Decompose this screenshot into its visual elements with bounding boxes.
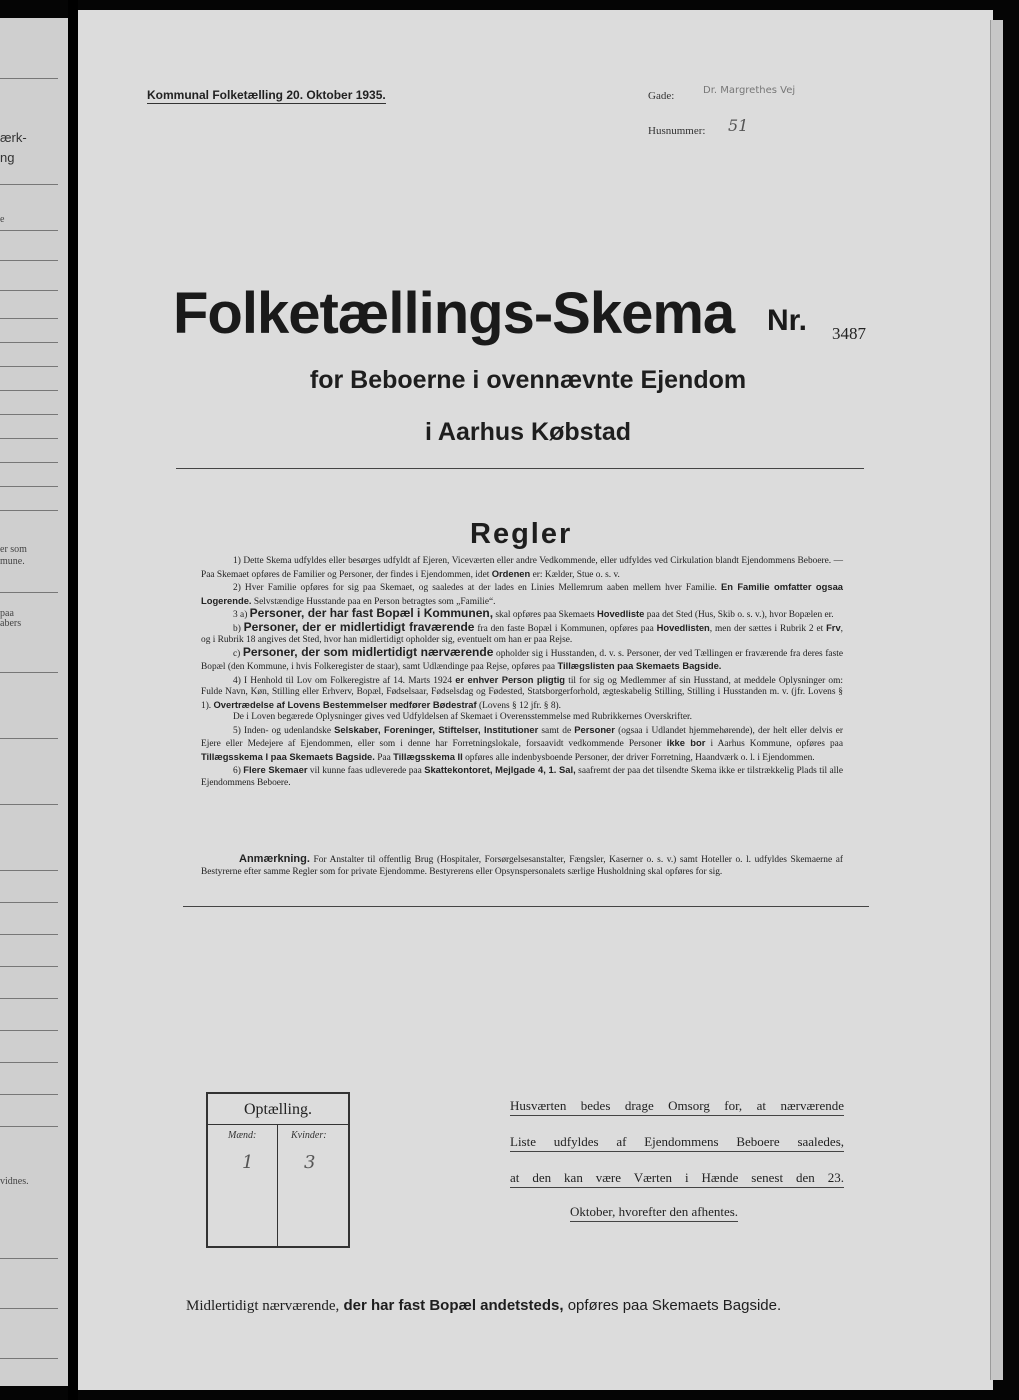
instruction-line: Liste udfyldes af Ejendommens Beboere saaledes, xyxy=(510,1134,844,1152)
prev-page-text: ærk- xyxy=(0,130,27,145)
prev-page-rule xyxy=(0,1358,58,1359)
prev-page-rule xyxy=(0,438,58,439)
prev-page-rule xyxy=(0,934,58,935)
form-subtitle-city: i Aarhus Købstad xyxy=(424,418,632,446)
remark: Anmærkning. For Anstalter til offentlig Brug (Hospitaler, Forsørgelsesanstalter, Fængsler, Kaserner o. s. v.) samt Hoteller o. l. udfyldes Skemaerne af Bestyrerne efter samme Regler som for private Ejendomme. Bestyrerens eller Opsynspersonalets særlige Husholdning skal opføres for sig. xyxy=(201,853,843,877)
prev-page-rule xyxy=(0,78,58,79)
footer-note: Midlertidigt nærværende, der har fast Bopæl andetsteds, opføres paa Skemaets Bagside. xyxy=(186,1297,782,1314)
prev-page-rule xyxy=(0,1126,58,1127)
prev-page-rule xyxy=(0,366,58,367)
prev-page-text: e xyxy=(0,214,5,225)
housenumber-value: 51 xyxy=(728,116,749,135)
prev-page-rule xyxy=(0,510,58,511)
men-count: 1 xyxy=(242,1152,254,1173)
prev-page-rule xyxy=(0,902,58,903)
prev-page-rule xyxy=(0,390,58,391)
prev-page-rule xyxy=(0,342,58,343)
previous-page-edge xyxy=(0,18,68,1386)
prev-page-rule xyxy=(0,486,58,487)
form-title: Folketællings-Skema xyxy=(173,281,735,346)
prev-page-text: ng xyxy=(0,150,15,165)
census-form-page xyxy=(78,10,993,1390)
women-count: 3 xyxy=(304,1152,316,1173)
street-value: Dr. Margrethes Vej xyxy=(703,85,796,96)
prev-page-rule xyxy=(0,414,58,415)
prev-page-rule xyxy=(0,870,58,871)
prev-page-text: abers xyxy=(0,618,22,629)
form-number: 3487 xyxy=(832,324,866,343)
prev-page-rule xyxy=(0,1308,58,1309)
women-label: Kvinder: xyxy=(291,1130,327,1141)
men-label: Mænd: xyxy=(228,1130,257,1141)
rules-text xyxy=(201,556,843,789)
street-label: Gade: xyxy=(648,90,675,102)
prev-page-rule xyxy=(0,260,58,261)
prev-page-rule xyxy=(0,998,58,999)
prev-page-rule xyxy=(0,804,58,805)
prev-page-text: paa xyxy=(0,608,14,619)
prev-page-rule xyxy=(0,592,58,593)
rule-4: 4) I Henhold til Lov om Folkeregistre af 14. Marts 1924 er enhver Person pligtig til for sig og Medlemmer af sin Husstand, at meddele Oplysninger om: Fulde Navn, Køn, Stilling eller Erhverv, Bopæl, Fødselsaar, Fødselsdag og Fødested, Statsborgerforhold, ægteskabelig Stilling, Stilling i Husstanden m. v. (jfr. Lovens § 1). Overtrædelse af Lovens Bestemmelser medfører Bødestraf (Lovens § 12 jfr. § 8). xyxy=(201,673,844,711)
rule-5: 5) Inden- og udenlandske Selskaber, Foreninger, Stiftelser, Institutioner samt de Personer (ogsaa i Udlandet hjemmehørende), der helt eller delvis er Ejere eller Medejere af Ejendommen, eller som i denne har Forretningslokale, forsaavidt vedkommende Personer ikke bor i Aarhus Kommune, opføres paa Tillægsskema I paa Skemaets Bagside. Paa Tillægsskema II opføres alle indenbysboende Personer, der driver Forretning, Haandværk o. l. i Ejendommen. xyxy=(201,723,844,763)
prev-page-text: vidnes. xyxy=(0,1176,29,1187)
rule-6: 6) Flere Skemaer vil kunne faas udleverede paa Skattekontoret, Mejlgade 4, 1. Sal, saafremt der paa det tilsendte Skema ikke er tilstrækkelig Plads til alle Ejendommens Beboere. xyxy=(201,764,844,788)
census-header: Kommunal Folketælling 20. Oktober 1935. xyxy=(147,88,386,102)
book-gutter xyxy=(68,0,78,1400)
prev-page-rule xyxy=(0,290,58,291)
prev-page-rule xyxy=(0,184,58,185)
rule-3c: c) Personer, der som midlertidigt nærværende opholder sig i Husstanden, d. v. s. Personer, der ved Tællingen er fraværende fra deres faste Bopæl (den Kommune, i hvis Folkeregister de staar), samt Udlændinge paa Rejse, opføres paa Tillægslisten paa Skemaets Bagside. xyxy=(201,644,844,672)
prev-page-text: mune. xyxy=(0,556,25,567)
prev-page-rule xyxy=(0,318,58,319)
rule-1: 1) Dette Skema udfyldes eller besørges udfyldt af Ejeren, Viceværten eller andre Vedkommende, eller udfyldes ved Cirkulation blandt Ejendommens Beboere. — Paa Skemaet opføres de Familier og Personer, der findes i Ejendommen, idet Ordenen er: Kælder, Stue o. s. v. xyxy=(201,556,843,580)
prev-page-rule xyxy=(0,1094,58,1095)
prev-page-rule xyxy=(0,738,58,739)
instruction-line: at den kan være Værten i Hænde senest den 23. xyxy=(510,1170,844,1188)
prev-page-rule xyxy=(0,1062,58,1063)
form-subtitle: for Beboerne i ovennævnte Ejendom xyxy=(309,366,747,394)
form-number-label: Nr. xyxy=(767,304,808,337)
rules-heading: Regler xyxy=(470,518,573,550)
prev-page-rule xyxy=(0,672,58,673)
remark-label: Anmærkning. xyxy=(239,853,310,865)
count-box xyxy=(206,1092,350,1248)
page-edge xyxy=(990,20,1003,1380)
housenumber-label: Husnummer: xyxy=(648,125,706,137)
instruction-line: Oktober, hvorefter den afhentes. xyxy=(570,1204,738,1222)
prev-page-rule xyxy=(0,462,58,463)
prev-page-rule xyxy=(0,230,58,231)
prev-page-rule xyxy=(0,966,58,967)
instruction-line: Husværten bedes drage Omsorg for, at nærværende xyxy=(510,1098,844,1116)
prev-page-text: er som xyxy=(0,544,27,555)
rule-4-note: De i Loven begærede Oplysninger gives ved Udfyldelsen af Skemaet i Overensstemmelse med Rubrikkernes Overskrifter. xyxy=(233,712,692,722)
divider xyxy=(183,906,869,907)
prev-page-rule xyxy=(0,1258,58,1259)
rule-2: 2) Hver Familie opføres for sig paa Skemaet, og saaledes at der lades en Linies Mellemrum aaben mellem hver Familie. En Familie omfatter ogsaa Logerende. Selvstændige Husstande paa en Person betragtes som „Familie“. xyxy=(201,581,843,607)
divider xyxy=(176,468,864,469)
rule-3b: b) Personer, der er midlertidigt fraværende fra den faste Bopæl i Kommunen, opføres paa Hovedlisten, men der sættes i Rubrik 2 et Frv, og i Rubrik 18 angives det Sted, hvor han midlertidigt opholder sig, eventuelt om han er paa Rejse. xyxy=(201,619,844,645)
prev-page-rule xyxy=(0,1030,58,1031)
count-title: Optælling. xyxy=(208,1094,348,1125)
count-divider xyxy=(277,1124,278,1246)
rule-3a: 3 a) Personer, der har fast Bopæl i Kommunen, skal opføres paa Skemaets Hovedliste paa det Sted (Hus, Skib o. s. v.), hvor Bopælen er. xyxy=(233,606,834,620)
